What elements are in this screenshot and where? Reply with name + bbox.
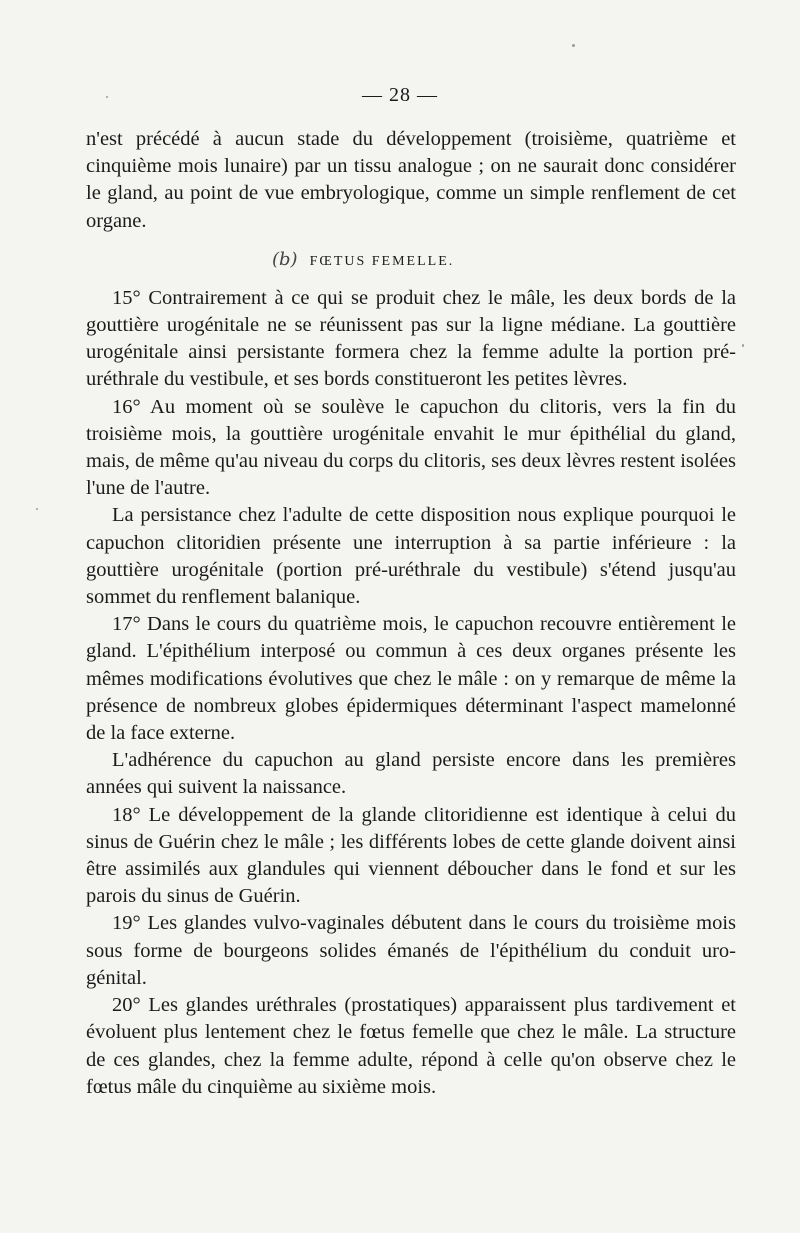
paragraph-17: 17° Dans le cours du quatrième mois, le capuchon recouvre entièrement le gland. L'épithélium interposé ou commun à ces deux organes présente les mêmes modifications évolutives que chez le mâle : on y remarque de même la présence de nombreux globes épidermiques déterminant l'aspect mamelonné de la face externe. <box>86 613 736 745</box>
section-title: FŒTUS FEMELLE. <box>309 253 455 269</box>
paragraph-16-continued: La persistance chez l'adulte de cette disposition nous explique pourquoi le capuchon clitoridien présente une interruption à sa partie inférieure : la gouttière urogénitale (portion pré-uréthrale du vestibule) s'étend jusqu'au sommet du renflement balanique. <box>86 504 736 609</box>
section-heading <box>86 249 736 273</box>
section-marker: (b) <box>272 248 298 270</box>
paper-speck <box>572 44 575 47</box>
paragraph-16: 16° Au moment où se soulève le capuchon du clitoris, vers la fin du troisième mois, la gouttière urogénitale envahit le mur épithélial du gland, mais, de même qu'au niveau du corps du clitoris, ses deux lèvres restent isolées l'une de l'autre. <box>86 395 736 500</box>
paper-speck <box>742 344 744 347</box>
paragraph-18: 18° Le développement de la glande clitoridienne est identique à celui du sinus de Guérin chez le mâle ; les différents lobes de cette glande doivent ainsi être assimilés aux glandules qui viennent déboucher dans le fond et sur les parois du sinus de Guérin. <box>86 803 736 908</box>
paragraph-15: 15° Contrairement à ce qui se produit chez le mâle, les deux bords de la gouttière urogénitale ne se réunissent pas sur la ligne médiane. La gouttière urogénitale ainsi persistante formera chez la femme adulte la portion pré-uréthrale du vestibule, et ses bords constitueront les petites lèvres. <box>86 286 736 391</box>
paragraph-intro: n'est précédé à aucun stade du développement (troisième, quatrième et cinquième mois lunaire) par un tissu analogue ; on ne saurait donc considérer le gland, au point de vue embryologique, comme un simple renflement de cet organe. <box>86 128 736 232</box>
page-number: — 28 — <box>362 84 438 106</box>
paper-speck <box>106 96 108 98</box>
body-text <box>86 126 736 1101</box>
paper-speck <box>36 508 38 510</box>
paragraph-17-continued: L'adhérence du capuchon au gland persiste encore dans les premières années qui suivent la naissance. <box>86 749 736 799</box>
paragraph-20: 20° Les glandes uréthrales (prostatiques) apparaissent plus tardivement et évoluent plus lentement chez le fœtus femelle que chez le mâle. La structure de ces glandes, chez la femme adulte, répond à celle qu'on observe chez le fœtus mâle du cinquième au sixième mois. <box>86 994 736 1098</box>
paragraph-19: 19° Les glandes vulvo-vaginales débutent dans le cours du troisième mois sous forme de bourgeons solides émanés de l'épithélium du conduit uro-génital. <box>86 912 736 989</box>
